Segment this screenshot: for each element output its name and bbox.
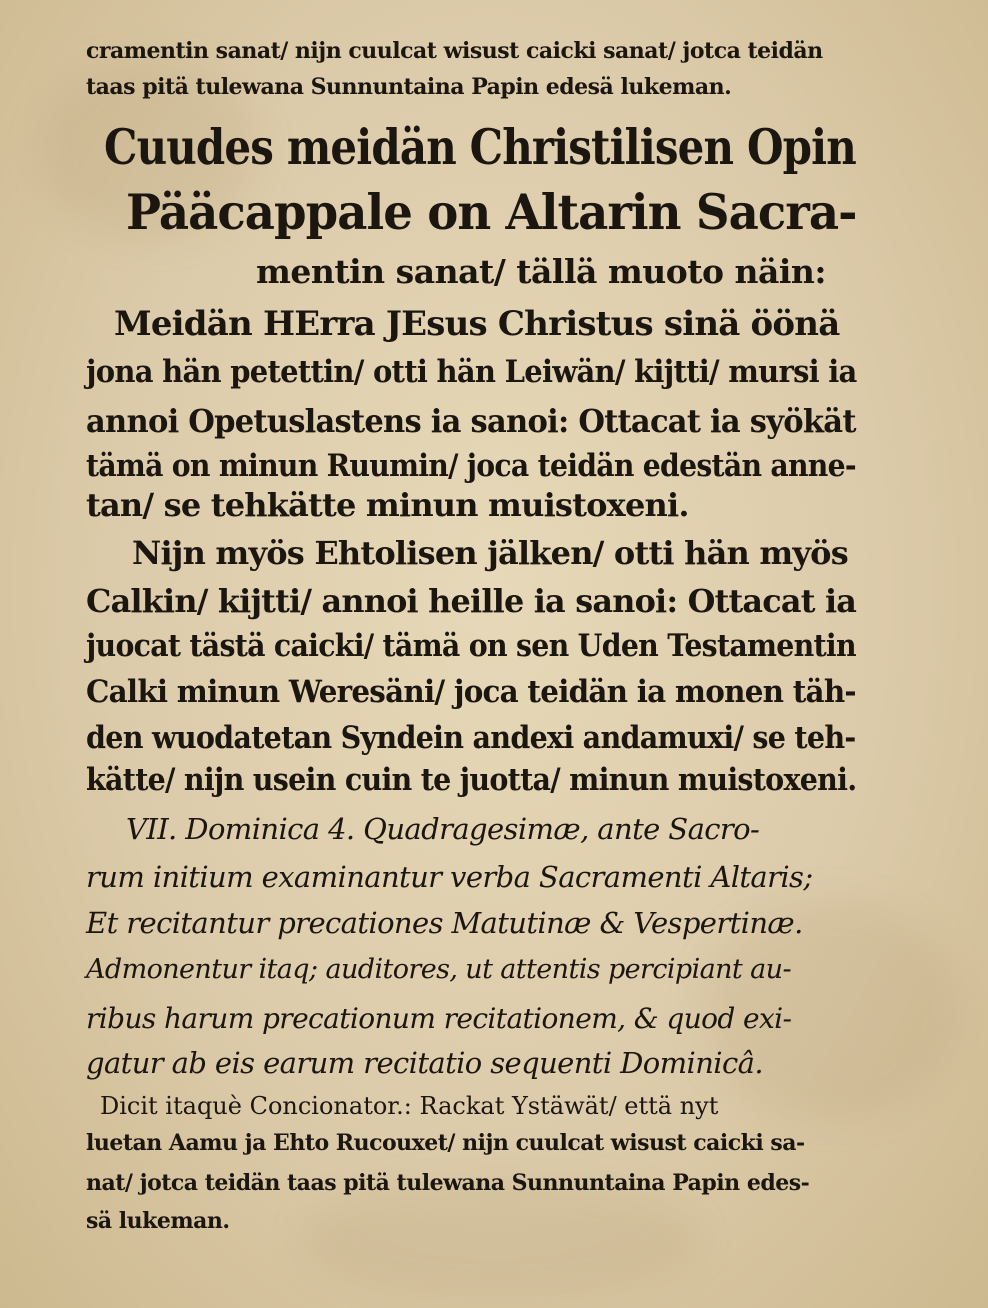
body-text-line: Calkin/ kijtti/ annoi heille ia sanoi: Ottacat ia (86, 582, 857, 620)
body-text-line: juocat tästä caicki/ tämä on sen Uden Testamentin (86, 628, 856, 664)
section-heading-line: mentin sanat/ tällä muoto näin: (256, 252, 827, 291)
latin-rubric-line: Admonentur itaq; auditores, ut attentis percipiant au- (86, 954, 791, 985)
body-text-line: tan/ se tehkätte minun muistoxeni. (86, 486, 689, 524)
latin-rubric-line: ribus harum precationum recitationem, & quod exi- (86, 1002, 792, 1035)
body-text-line: sä lukeman. (86, 1208, 230, 1234)
body-text-line: luetan Aamu ja Ehto Rucouxet/ nijn cuulcat wisust caicki sa- (86, 1130, 805, 1156)
latin-rubric-line: gatur ab eis earum recitatio sequenti Dominicâ. (86, 1046, 763, 1080)
body-text-line: jona hän petettin/ otti hän Leiwän/ kijtti/ mursi ia (86, 354, 857, 390)
section-heading-line: Pääcappale on Altarin Sacra- (126, 183, 857, 241)
body-text-line: Nijn myös Ehtolisen jälken/ otti hän myös (132, 534, 848, 572)
body-text-line: den wuodatetan Syndein andexi andamuxi/ se teh- (86, 720, 856, 756)
body-text-line: kätte/ nijn usein cuin te juotta/ minun muistoxeni. (86, 762, 857, 798)
body-text-line: nat/ jotca teidän taas pitä tulewana Sunnuntaina Papin edes- (86, 1170, 810, 1196)
body-text-line: Calki minun Weresäni/ joca teidän ia monen täh- (86, 674, 856, 710)
paper-stain (300, 1180, 700, 1300)
latin-rubric-line: Et recitantur precationes Matutinæ & Vespertinæ. (86, 906, 803, 940)
running-text-line: cramentin sanat/ nijn cuulcat wisust caicki sanat/ jotca teidän (86, 38, 823, 64)
latin-rubric-line: rum initium examinantur verba Sacramenti Altaris; (86, 860, 813, 894)
latin-rubric-line: VII. Dominica 4. Quadragesimæ, ante Sacro- (126, 812, 760, 846)
body-text-line: tämä on minun Ruumin/ joca teidän edestän anne- (86, 448, 856, 484)
body-text-line: Meidän HErra JEsus Christus sinä öönä (114, 304, 840, 344)
running-text-line: taas pitä tulewana Sunnuntaina Papin edesä lukeman. (86, 74, 732, 100)
section-heading-line: Cuudes meidän Christilisen Opin (104, 118, 856, 176)
body-text-line: annoi Opetuslastens ia sanoi: Ottacat ia syökät (86, 402, 856, 440)
body-text-line: Dicit itaquè Concionator.: Rackat Ystäwät/ että nyt (100, 1092, 719, 1120)
